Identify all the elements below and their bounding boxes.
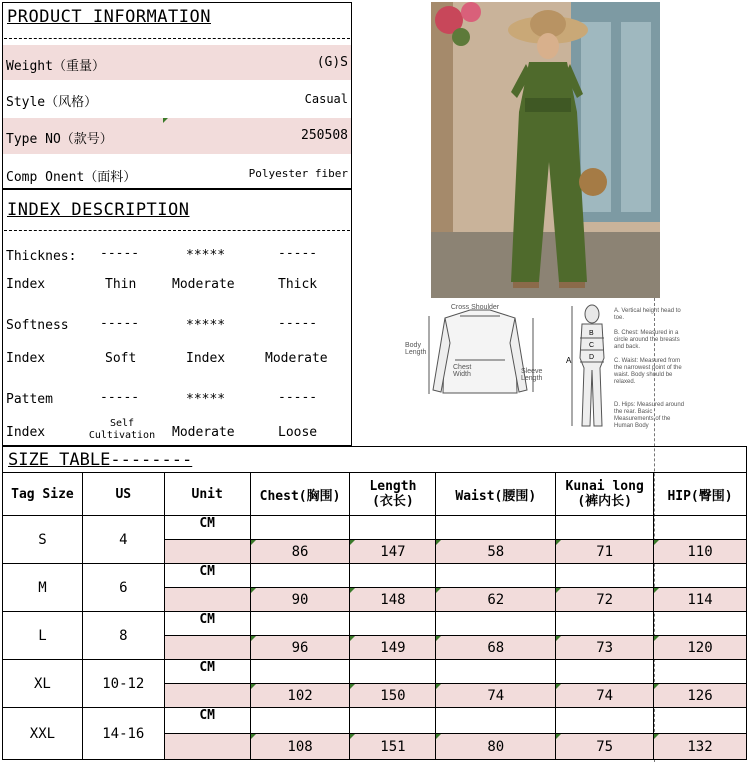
- length-value-cell: 148: [350, 588, 436, 612]
- empty-cell: [250, 660, 350, 684]
- empty-cell: [250, 516, 350, 540]
- product-info-title: PRODUCT INFORMATION: [7, 7, 211, 27]
- tag-size-cell: XL: [3, 660, 83, 708]
- waist-value-cell: 74: [436, 684, 556, 708]
- index-level: Thick: [278, 277, 318, 292]
- info-value-style: Casual: [304, 92, 348, 106]
- hip-value-cell: 132: [654, 734, 747, 760]
- unit-cell: CM: [164, 708, 250, 734]
- index-desc-title: INDEX DESCRIPTION: [7, 200, 190, 220]
- empty-cell: [654, 516, 747, 540]
- divider: [4, 38, 350, 39]
- length-value-cell: 151: [350, 734, 436, 760]
- size-table: [2, 472, 747, 760]
- index-level: Thin: [105, 277, 137, 292]
- model-illustration: [431, 2, 660, 298]
- length-value-cell: 150: [350, 684, 436, 708]
- table-row: [3, 660, 747, 684]
- table-row: [3, 708, 747, 734]
- empty-cell: [436, 516, 556, 540]
- header-inseam: Kunai long (裤内长): [556, 473, 654, 516]
- us-cell: 10-12: [82, 660, 164, 708]
- info-value-component: Polyester fiber: [248, 167, 348, 180]
- tag-size-cell: XXL: [3, 708, 83, 760]
- hip-value-cell: 126: [654, 684, 747, 708]
- unit-cell: CM: [164, 516, 250, 540]
- empty-cell: [436, 660, 556, 684]
- index-level: Self Cultivation: [88, 418, 156, 441]
- inseam-value-cell: 72: [556, 588, 654, 612]
- index-mark: -----: [100, 390, 140, 405]
- us-cell: 14-16: [82, 708, 164, 760]
- waist-value-cell: 62: [436, 588, 556, 612]
- chest-value-cell: 96: [250, 636, 350, 660]
- empty-cell: [350, 564, 436, 588]
- size-table-body: [3, 516, 747, 760]
- index-label: Index: [6, 351, 46, 366]
- empty-cell: [164, 588, 250, 612]
- info-label-type-no: Type NO（款号）: [6, 132, 113, 147]
- tag-size-cell: S: [3, 516, 83, 564]
- index-mark: *****: [186, 318, 226, 333]
- chest-value-cell: 90: [250, 588, 350, 612]
- diagram-note-b: B. Chest: Measured in a circle around the breasts and back.: [614, 330, 680, 350]
- chest-value-cell: 86: [250, 540, 350, 564]
- chest-value-cell: 102: [250, 684, 350, 708]
- empty-cell: [556, 564, 654, 588]
- empty-cell: [436, 708, 556, 734]
- diagram-label-body-length: Body Length: [405, 342, 427, 356]
- index-level: Soft: [105, 351, 137, 366]
- hip-value-cell: 120: [654, 636, 747, 660]
- empty-cell: [350, 660, 436, 684]
- empty-cell: [164, 684, 250, 708]
- table-row: [3, 564, 747, 588]
- empty-cell: [654, 612, 747, 636]
- measurement-diagram-left: [405, 298, 555, 410]
- header-us: US: [82, 473, 164, 516]
- green-marker: [163, 118, 168, 123]
- hip-value-cell: 114: [654, 588, 747, 612]
- inseam-value-cell: 75: [556, 734, 654, 760]
- inseam-value-cell: 73: [556, 636, 654, 660]
- table-row: [3, 516, 747, 540]
- header-chest: Chest(胸围): [250, 473, 350, 516]
- diagram-label-sleeve-length: Sleeve Length: [521, 368, 543, 382]
- diagram-letter-d: D: [589, 354, 595, 361]
- index-level: Loose: [278, 425, 318, 440]
- waist-value-cell: 68: [436, 636, 556, 660]
- index-mark: *****: [186, 248, 226, 263]
- empty-cell: [164, 540, 250, 564]
- empty-cell: [164, 734, 250, 760]
- index-level: Moderate: [172, 277, 235, 292]
- inseam-value-cell: 74: [556, 684, 654, 708]
- waist-value-cell: 80: [436, 734, 556, 760]
- measurement-diagram-right: [562, 298, 692, 434]
- unit-cell: CM: [164, 564, 250, 588]
- empty-cell: [350, 612, 436, 636]
- header-waist: Waist(腰围): [436, 473, 556, 516]
- empty-cell: [350, 708, 436, 734]
- unit-cell: CM: [164, 612, 250, 636]
- empty-cell: [654, 660, 747, 684]
- us-cell: 4: [82, 516, 164, 564]
- index-mark: -----: [278, 246, 318, 261]
- empty-cell: [654, 708, 747, 734]
- empty-cell: [556, 660, 654, 684]
- size-table-header: [3, 473, 747, 516]
- index-mark: -----: [100, 246, 140, 261]
- us-cell: 8: [82, 612, 164, 660]
- empty-cell: [436, 564, 556, 588]
- index-label: Index: [6, 425, 46, 440]
- info-label-weight: Weight（重量）: [6, 59, 105, 74]
- size-table-title: SIZE TABLE--------: [8, 450, 193, 470]
- length-value-cell: 147: [350, 540, 436, 564]
- us-cell: 6: [82, 564, 164, 612]
- empty-cell: [164, 636, 250, 660]
- chest-value-cell: 108: [250, 734, 350, 760]
- table-row: [3, 612, 747, 636]
- index-mark: *****: [186, 392, 226, 407]
- index-group-name: Pattem: [6, 392, 53, 407]
- index-group-name: Softness: [6, 318, 69, 333]
- index-label: Index: [6, 277, 46, 292]
- diagram-label-cross-shoulder: Cross Shoulder: [450, 304, 500, 311]
- diagram-letter-b: B: [589, 330, 594, 337]
- info-label-component: Comp Onent（面料）: [6, 170, 137, 185]
- header-length: Length (衣长): [350, 473, 436, 516]
- diagram-note-d: D. Hips: Measured around the rear. Basic Measurements of the Human Body: [614, 402, 685, 429]
- divider: [4, 230, 350, 231]
- empty-cell: [556, 516, 654, 540]
- index-mark: -----: [100, 316, 140, 331]
- index-group-name: Thicknes:: [6, 249, 77, 264]
- empty-cell: [250, 564, 350, 588]
- empty-cell: [556, 612, 654, 636]
- diagram-note-a: A. Vertical height head to toe.: [614, 308, 681, 321]
- unit-cell: CM: [164, 660, 250, 684]
- header-hip: HIP(臀围): [654, 473, 747, 516]
- empty-cell: [654, 564, 747, 588]
- empty-cell: [350, 516, 436, 540]
- index-mark: -----: [278, 390, 318, 405]
- index-level: Index: [186, 351, 226, 366]
- product-photo: [431, 2, 660, 298]
- waist-value-cell: 58: [436, 540, 556, 564]
- header-unit: Unit: [164, 473, 250, 516]
- diagram-note-c: C. Waist: Measured from the narrowest point of the waist. Body should be relaxed.: [614, 358, 682, 385]
- info-value-type-no: 250508: [301, 128, 348, 143]
- empty-cell: [556, 708, 654, 734]
- inseam-value-cell: 71: [556, 540, 654, 564]
- empty-cell: [250, 612, 350, 636]
- header-tag-size: Tag Size: [3, 473, 83, 516]
- index-mark: -----: [278, 316, 318, 331]
- diagram-letter-c: C: [589, 342, 595, 349]
- tag-size-cell: M: [3, 564, 83, 612]
- info-label-style: Style（风格）: [6, 95, 98, 110]
- empty-cell: [250, 708, 350, 734]
- length-value-cell: 149: [350, 636, 436, 660]
- index-level: Moderate: [172, 425, 235, 440]
- diagram-letter-a: A: [566, 356, 572, 365]
- index-level: Moderate: [265, 351, 328, 366]
- info-value-weight: (G)S: [316, 55, 348, 70]
- diagram-label-chest-width: Chest Width: [453, 364, 472, 378]
- hip-value-cell: 110: [654, 540, 747, 564]
- tag-size-cell: L: [3, 612, 83, 660]
- empty-cell: [436, 612, 556, 636]
